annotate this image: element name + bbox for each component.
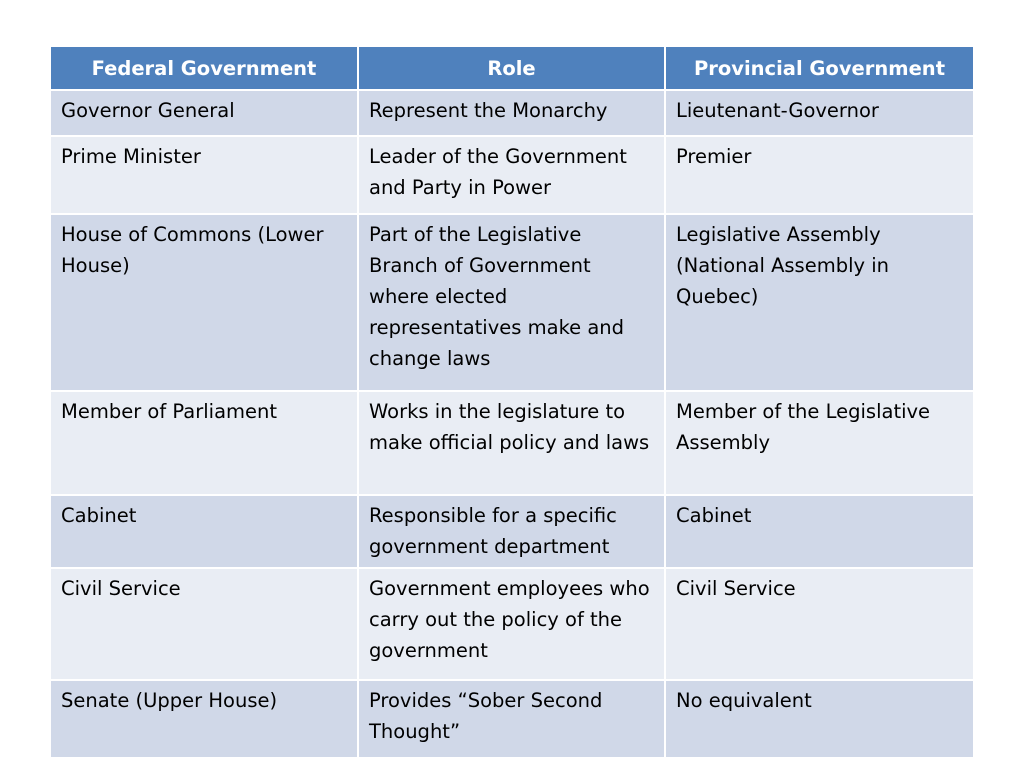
role-cell: Responsible for a specific government department (358, 495, 665, 568)
table-header-row (51, 47, 973, 90)
role-cell: Part of the Legislative Branch of Government where elected representatives make and change laws (358, 214, 665, 391)
table-row (51, 568, 973, 680)
federal-cell: Governor General (51, 90, 358, 136)
provincial-cell: Legislative Assembly (National Assembly in Quebec) (665, 214, 973, 391)
provincial-cell: Lieutenant-Governor (665, 90, 973, 136)
header-provincial-government: Provincial Government (665, 47, 973, 90)
provincial-cell: Premier (665, 136, 973, 214)
header-federal-government: Federal Government (51, 47, 358, 90)
government-comparison-table (51, 47, 973, 757)
role-cell: Represent the Monarchy (358, 90, 665, 136)
table-row (51, 90, 973, 136)
federal-cell: Cabinet (51, 495, 358, 568)
table-row (51, 495, 973, 568)
federal-cell: Civil Service (51, 568, 358, 680)
role-cell: Provides “Sober Second Thought” (358, 680, 665, 757)
federal-cell: Prime Minister (51, 136, 358, 214)
provincial-cell: Cabinet (665, 495, 973, 568)
table-row (51, 136, 973, 214)
role-cell: Government employees who carry out the policy of the government (358, 568, 665, 680)
table-row (51, 214, 973, 391)
role-cell: Leader of the Government and Party in Power (358, 136, 665, 214)
federal-cell: House of Commons (Lower House) (51, 214, 358, 391)
table-row (51, 391, 973, 495)
provincial-cell: Civil Service (665, 568, 973, 680)
provincial-cell: No equivalent (665, 680, 973, 757)
header-role: Role (358, 47, 665, 90)
federal-cell: Member of Parliament (51, 391, 358, 495)
role-cell: Works in the legislature to make official policy and laws (358, 391, 665, 495)
federal-cell: Senate (Upper House) (51, 680, 358, 757)
table-row (51, 680, 973, 757)
provincial-cell: Member of the Legislative Assembly (665, 391, 973, 495)
